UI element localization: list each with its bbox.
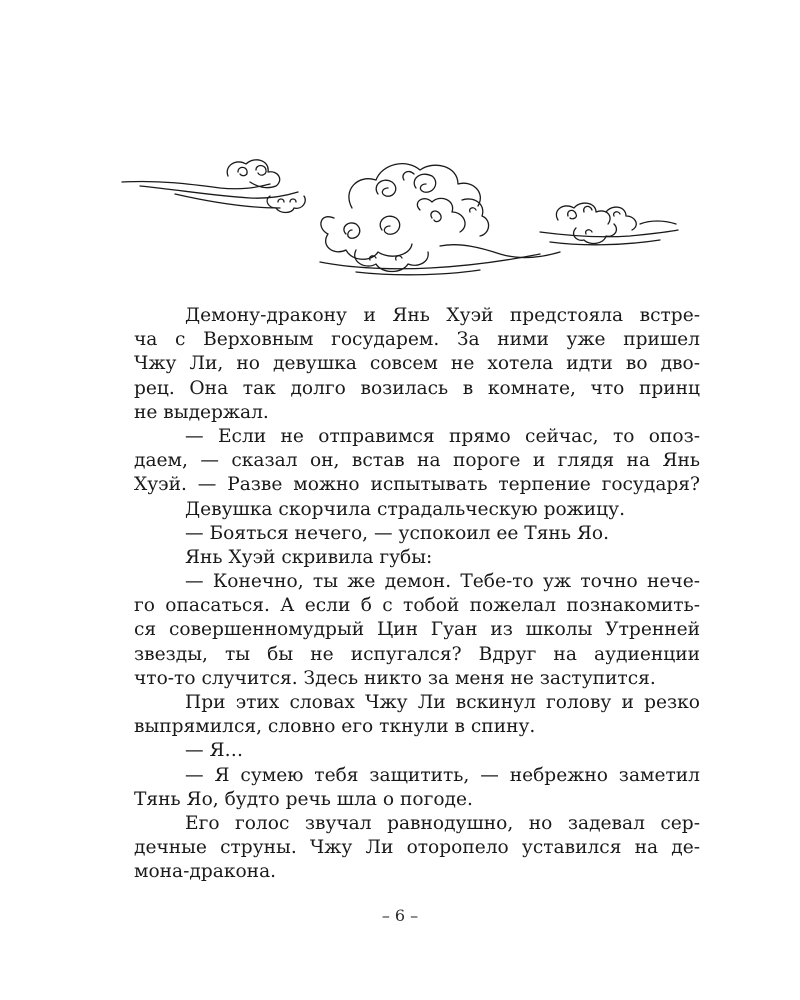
text-line: Хуэй. — Разве можно испытывать терпение государя? — [134, 474, 700, 496]
text-line: — Я сумею тебя защитить, — небрежно заметил — [185, 764, 700, 786]
text-line: — Я… — [185, 740, 244, 762]
text-line: мона-дракона. — [134, 861, 277, 883]
text-line: Девушка скорчила страдальческую рожицу. — [185, 498, 625, 520]
text-line: ча с Верховным государем. За ними уже пришел — [134, 329, 700, 351]
text-line: ся совершенномудрый Цин Гуан из школы Утренней — [134, 619, 700, 641]
text-line: — Бояться нечего, — успокоил ее Тянь Яо. — [185, 522, 609, 544]
text-line: рец. Она так долго возилась в комнате, что принц — [134, 377, 700, 399]
text-line: дечные струны. Чжу Ли оторопело уставился на де- — [134, 837, 700, 859]
text-line: Янь Хуэй скривила губы: — [185, 546, 433, 568]
text-line: даем, — сказал он, встав на пороге и глядя на Янь — [134, 450, 700, 472]
cloud-ornament-icon — [120, 150, 680, 280]
text-line: выпрямился, словно его ткнули в спину. — [134, 716, 536, 738]
text-line: Демону-дракону и Янь Хуэй предстояла встре- — [185, 305, 700, 326]
text-line: го опасаться. А если б с тобой пожелал познакомить- — [134, 595, 700, 617]
text-line: Чжу Ли, но девушка совсем не хотела идти во дво- — [134, 353, 700, 375]
page-number: – 6 – — [381, 906, 419, 925]
text-line: При этих словах Чжу Ли вскинул голову и резко — [185, 692, 700, 713]
text-line: не выдержал. — [134, 401, 269, 423]
text-line: Его голос звучал равнодушно, но задевал сер- — [185, 812, 700, 834]
text-line: — Если не отправимся прямо сейчас, то опоз- — [185, 425, 700, 447]
text-line: Тянь Яо, будто речь шла о погоде. — [134, 788, 473, 810]
text-line: звезды, ты бы не испугался? Вдруг на аудиенции — [134, 643, 700, 665]
body-text — [134, 304, 700, 885]
text-line: что-то случится. Здесь никто за меня не заступится. — [134, 667, 656, 689]
text-line: — Конечно, ты же демон. Тебе-то уж точно нече- — [185, 571, 700, 593]
